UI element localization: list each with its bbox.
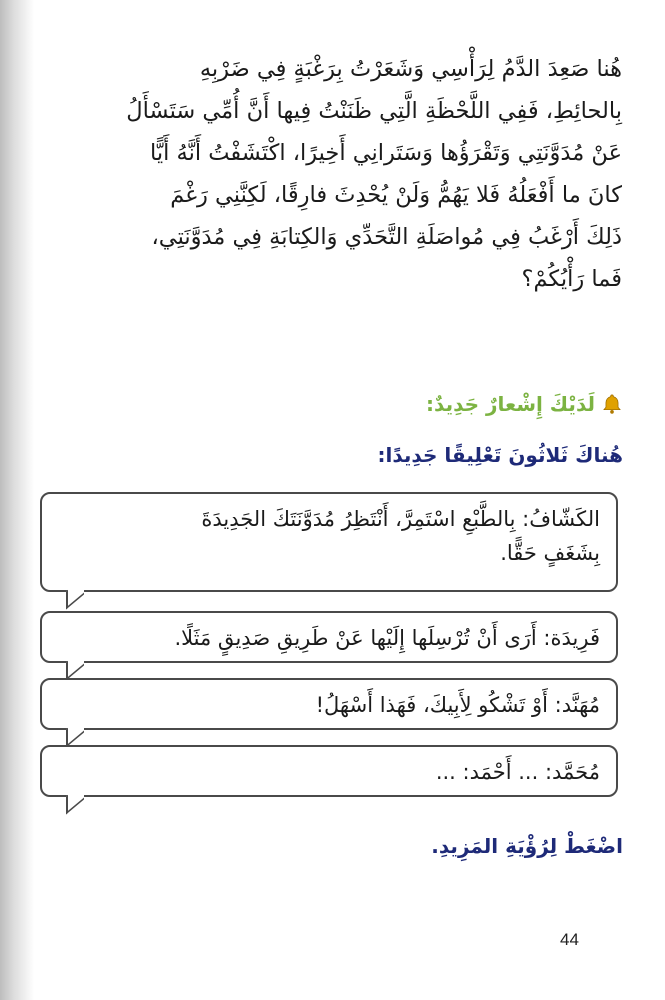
paragraph-line: بِالحائِطِ، فَفِي اللَّحْظَةِ الَّتِي ظَنَنْتُ فِيها أَنَّ أُمِّي سَتَسْأَلُ <box>126 98 622 124</box>
see-more-link[interactable]: اضْغَطْ لِرُؤْيَةِ المَزِيدِ. <box>431 834 623 858</box>
bubble-tail <box>66 576 84 609</box>
story-paragraph <box>52 48 622 300</box>
notification-row[interactable] <box>426 392 623 416</box>
comment-bubble <box>40 678 618 730</box>
paragraph-line: كانَ ما أَفْعَلُهُ فَلا يَهُمُّ وَلَنْ يُحْدِثَ فارِقًا، لَكِنَّنِي رَغْمَ <box>170 182 622 208</box>
comment-text: بِشَغَفٍ حَقًّا. <box>500 541 600 565</box>
bell-icon <box>601 393 623 415</box>
comment-bubble <box>40 492 618 592</box>
comment-text: مُحَمَّد: ... أَحْمَد: ... <box>435 760 600 784</box>
comment-text: الكَشّافُ: بِالطَّبْعِ اسْتَمِرَّ، أَنْتَظِرُ مُدَوَّنَتَكَ الجَدِيدَةَ <box>201 507 600 531</box>
page-gutter-shadow <box>0 0 34 1000</box>
comment-bubble <box>40 745 618 797</box>
paragraph-line: ذَلِكَ أَرْغَبُ فِي مُواصَلَةِ التَّحَدِّي وَالكِتابَةِ فِي مُدَوَّنَتِي، <box>151 224 622 250</box>
notification-title: لَدَيْكَ إِشْعارٌ جَدِيدٌ: <box>426 392 595 416</box>
paragraph-line: هُنا صَعِدَ الدَّمُ لِرَأْسِي وَشَعَرْتُ بِرَغْبَةٍ فِي ضَرْبِهِ <box>199 56 622 82</box>
comment-bubble <box>40 611 618 663</box>
comment-text: مُهَنَّد: أَوْ تَشْكُو لِأَبِيكَ، فَهَذا أَسْهَلُ! <box>315 693 600 717</box>
comments-count-heading: هُناكَ ثَلاثُونَ تَعْلِيقًا جَدِيدًا: <box>377 443 623 467</box>
comment-text: فَرِيدَة: أَرَى أَنْ تُرْسِلَها إِلَيْها عَنْ طَرِيقِ صَدِيقٍ مَثَلًا. <box>174 626 600 650</box>
paragraph-line: عَنْ مُدَوَّنَتِي وَتَقْرَؤُها وَسَتَرانِي أَخِيرًا، اكْتَشَفْتُ أَنَّهُ أَيًّا <box>150 140 622 166</box>
paragraph-line: فَما رَأْيُكُمْ؟ <box>521 266 622 292</box>
page-number: 44 <box>560 930 579 949</box>
